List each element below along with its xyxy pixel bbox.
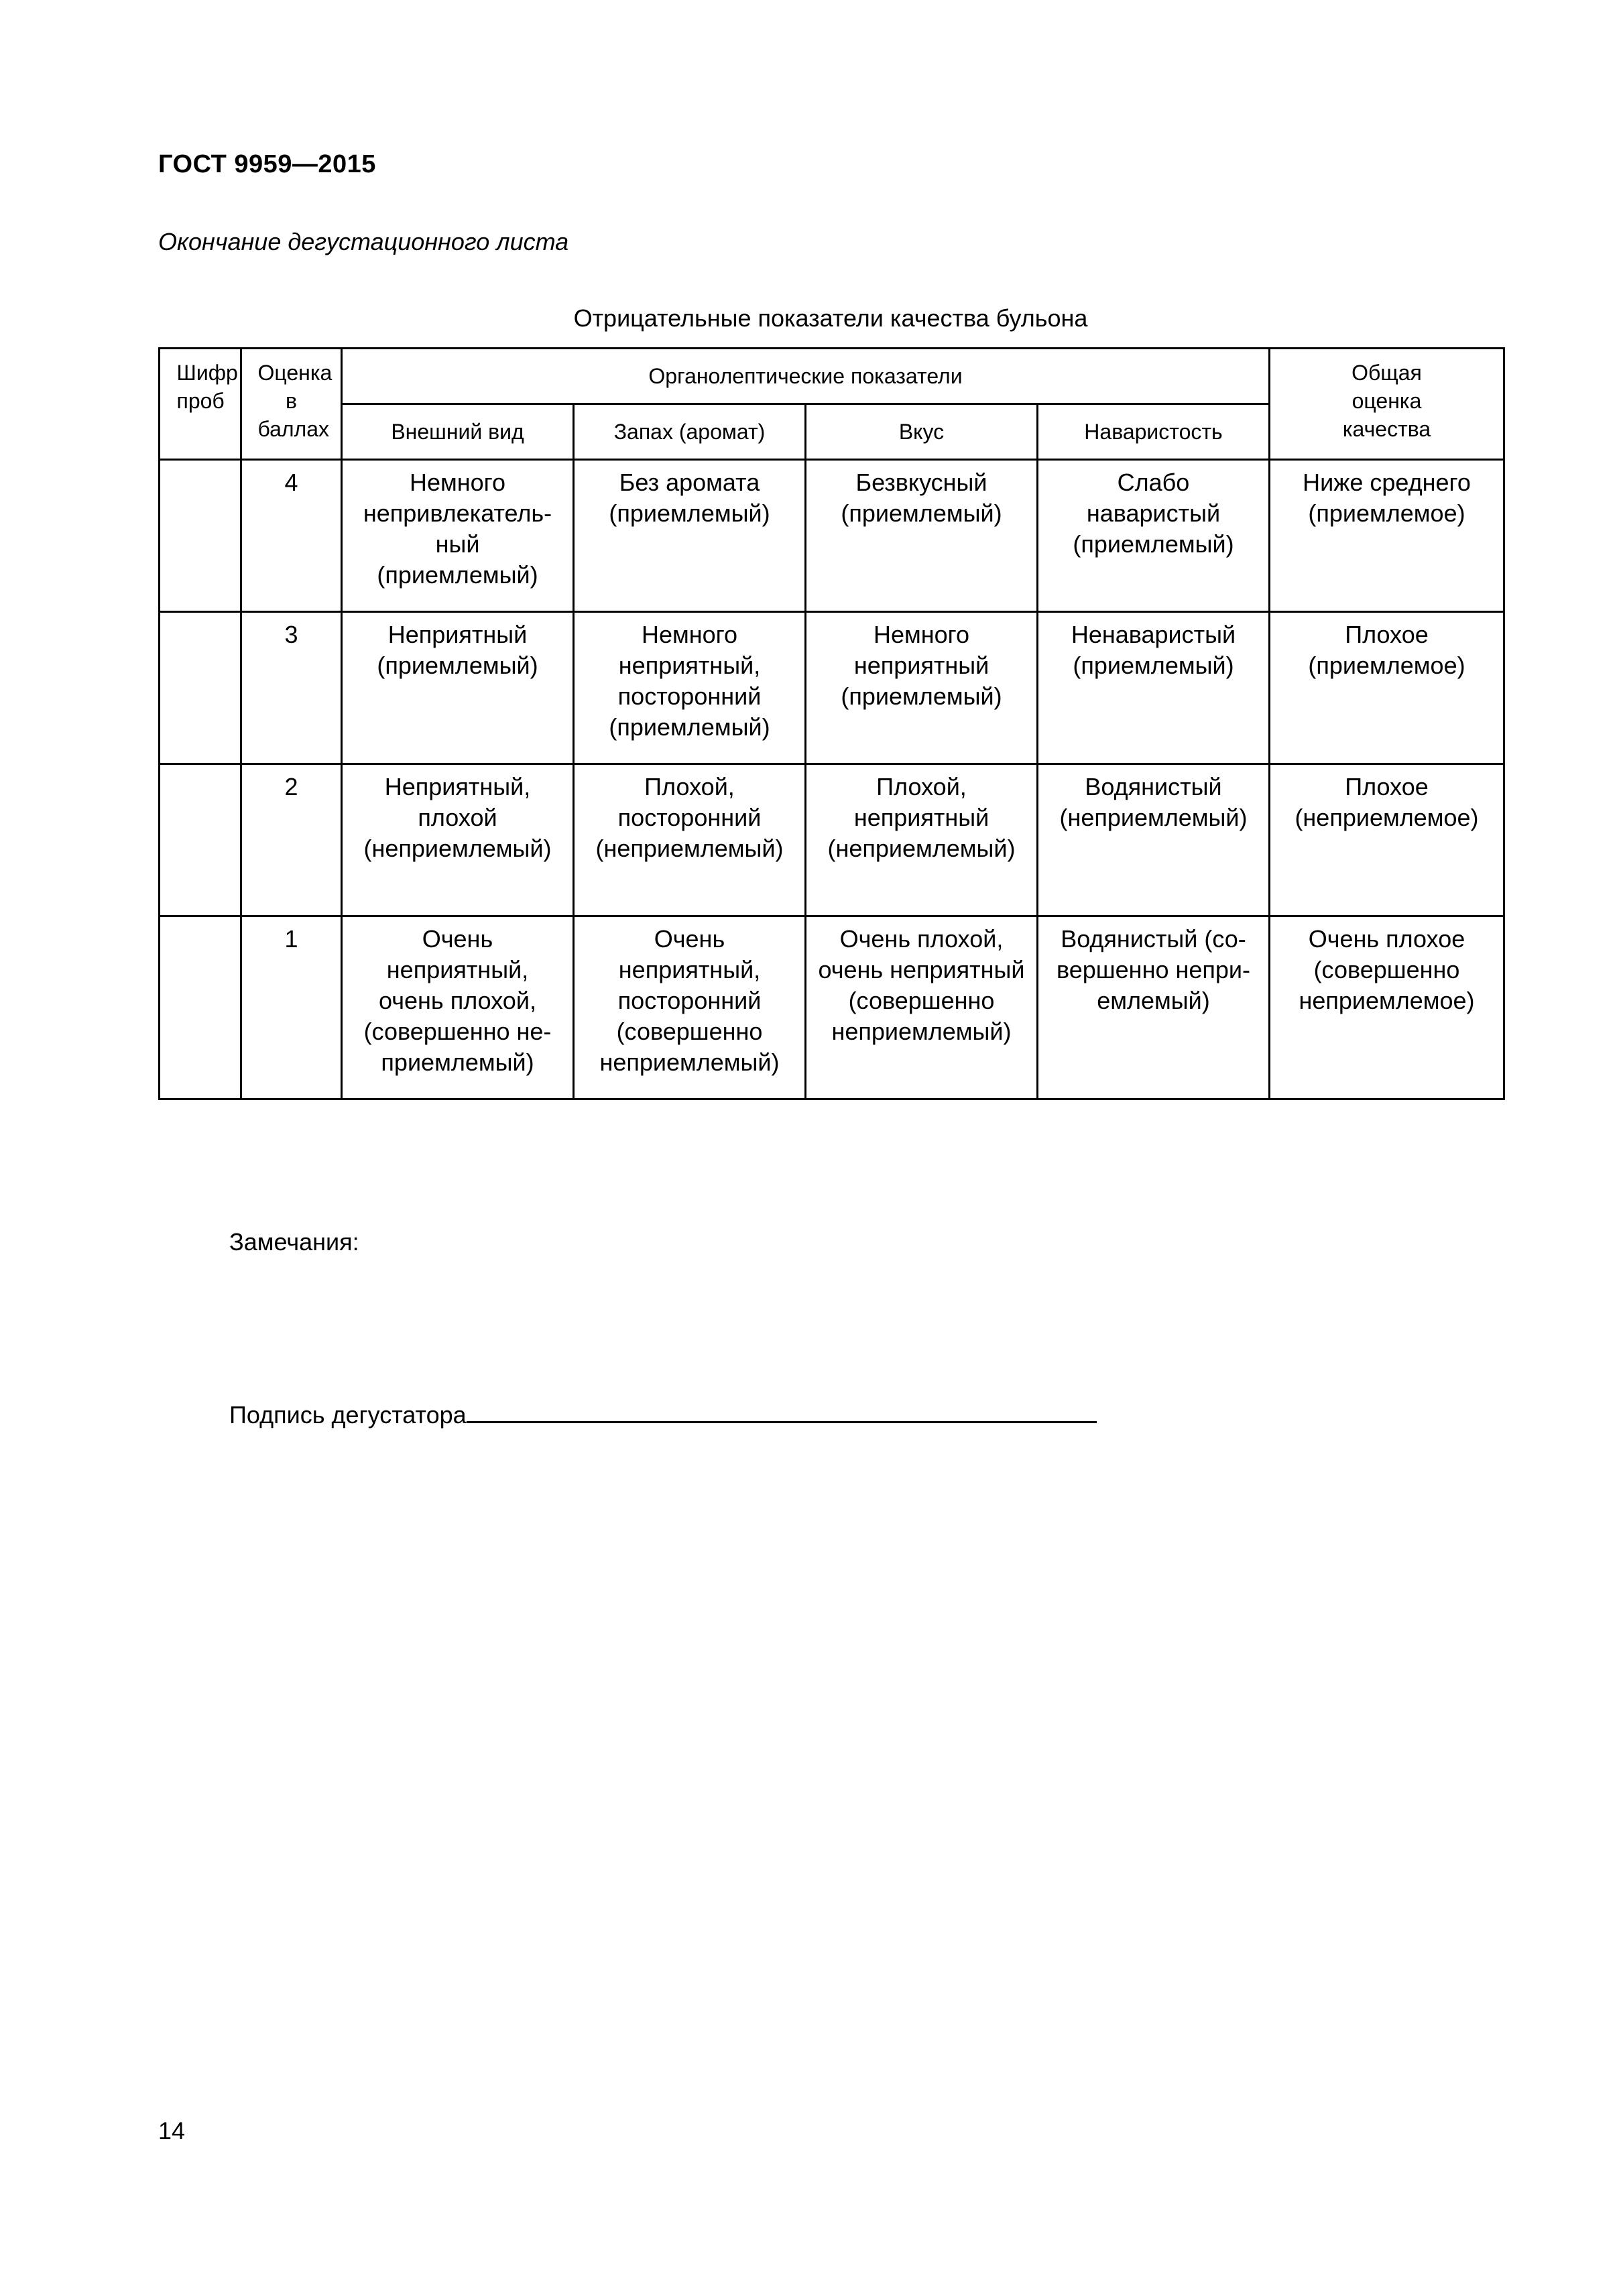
document-code: ГОСТ 9959—2015: [158, 150, 376, 178]
cell-overall: Плохое (неприемлемое): [1270, 764, 1504, 916]
cell-overall: Очень плохое (совершенно неприемлемое): [1270, 916, 1504, 1099]
cell-appearance: Неприятный (приемлемый): [342, 612, 574, 764]
cell-score: 1: [241, 916, 342, 1099]
cell-appearance: Очень неприятный, очень плохой, (совершенно не-приемлемый): [342, 916, 574, 1099]
cell-richness: Водянистый (неприемлемый): [1038, 764, 1270, 916]
cell-smell: Очень неприятный, посторонний (совершенно неприемлемый): [574, 916, 806, 1099]
cell-smell: Немного неприятный, посторонний (приемлемый): [574, 612, 806, 764]
cell-taste: Немного неприятный (приемлемый): [806, 612, 1038, 764]
cell-appearance: Неприятный, плохой (неприемлемый): [342, 764, 574, 916]
table-row: [160, 460, 1504, 612]
header-organoleptic-group: Органолептические показатели: [342, 349, 1270, 404]
cell-score: 4: [241, 460, 342, 612]
cell-richness: Ненаваристый (приемлемый): [1038, 612, 1270, 764]
cell-smell: Плохой, посторонний (неприемлемый): [574, 764, 806, 916]
header-overall: Общая оценка качества: [1270, 349, 1504, 460]
cell-code: [160, 612, 241, 764]
table-caption: Отрицательные показатели качества бульона: [573, 304, 1088, 332]
signature-label: Подпись дегустатора: [229, 1401, 467, 1429]
signature-field[interactable]: [229, 1398, 1097, 1429]
cell-code: [160, 916, 241, 1099]
cell-smell: Без аромата (приемлемый): [574, 460, 806, 612]
signature-line[interactable]: [467, 1398, 1097, 1423]
header-score: Оценка в баллах: [241, 349, 342, 460]
remarks-label: Замечания:: [229, 1228, 359, 1256]
cell-overall: Плохое (приемлемое): [1270, 612, 1504, 764]
cell-richness: Водянистый (со-вершенно непри-емлемый): [1038, 916, 1270, 1099]
cell-taste: Плохой, неприятный (неприемлемый): [806, 764, 1038, 916]
table-row: [160, 764, 1504, 916]
header-richness: Наваристость: [1038, 404, 1270, 460]
cell-richness: Слабо наваристый (приемлемый): [1038, 460, 1270, 612]
table-row: [160, 612, 1504, 764]
header-taste: Вкус: [806, 404, 1038, 460]
cell-appearance: Немного непривлекатель-ный (приемлемый): [342, 460, 574, 612]
quality-table: [158, 347, 1505, 1100]
section-subtitle: Окончание дегустационного листа: [158, 228, 569, 255]
header-smell: Запах (аромат): [574, 404, 806, 460]
page-number: 14: [158, 2117, 186, 2144]
cell-score: 3: [241, 612, 342, 764]
cell-code: [160, 764, 241, 916]
cell-taste: Очень плохой, очень неприятный (совершенно неприемлемый): [806, 916, 1038, 1099]
cell-code: [160, 460, 241, 612]
cell-taste: Безвкусный (приемлемый): [806, 460, 1038, 612]
table-row: [160, 916, 1504, 1099]
header-code: Шифр проб: [160, 349, 241, 460]
cell-score: 2: [241, 764, 342, 916]
cell-overall: Ниже среднего (приемлемое): [1270, 460, 1504, 612]
header-appearance: Внешний вид: [342, 404, 574, 460]
